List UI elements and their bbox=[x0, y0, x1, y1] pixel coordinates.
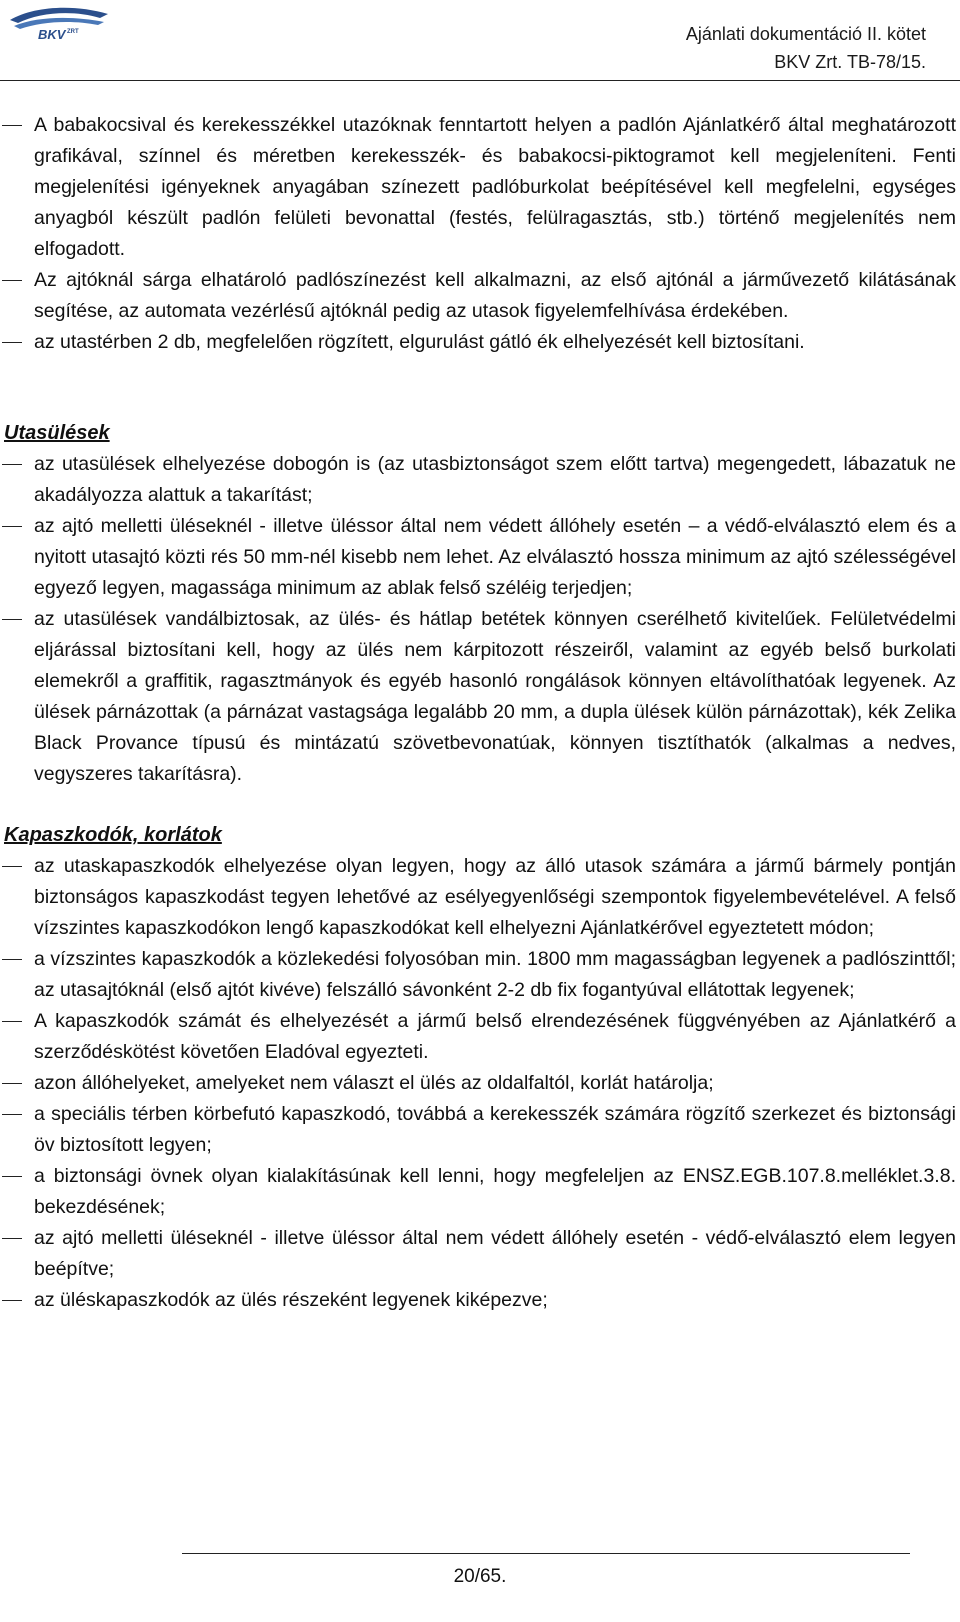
footer-divider bbox=[182, 1553, 910, 1554]
section-heading-kapaszkodok: Kapaszkodók, korlátok bbox=[4, 824, 222, 846]
document-reference: BKV Zrt. TB-78/15. bbox=[774, 52, 926, 72]
list-item: az utasülések vandálbiztosak, az ülés- és hátlap betétek könnyen cserélhető kivitelűek. Felületvédelmi eljárással biztosítani kell, hogy az ülés nem kárpitozott részeiről, valamint az egyéb belső burkolati elemekről a graffitik, ragasztmányok és egyéb hasonló rongálások könnyen eltávolíthatóak legyenek. Az ülések párnázottak (a párnázat vastagsága legalább 20 mm, a dupla ülések külön párnázottak), kék Zelika Black Provance típusú és mintázatú szövetbevonatúak, könnyen tisztíthatók (alkalmas a nedves, vegyszeres takarításra). bbox=[0, 604, 960, 790]
list-item: azon állóhelyeket, amelyeket nem választ el ülés az oldalfaltól, korlát határolja; bbox=[0, 1068, 960, 1099]
list-item: az ajtó melletti üléseknél - illetve üléssor által nem védett állóhely esetén - védő-elválasztó elem legyen beépítve; bbox=[0, 1223, 960, 1285]
document-title: Ajánlati dokumentáció II. kötet bbox=[685, 24, 926, 44]
list-item: a speciális térben körbefutó kapaszkodó, továbbá a kerekesszék számára rögzítő szerkezet és biztonsági öv biztosított legyen; bbox=[0, 1099, 960, 1161]
list-item: a vízszintes kapaszkodók a közlekedési folyosóban min. 1800 mm magasságban legyenek a padlószinttől; az utasajtóknál (első ajtót kivéve) felszálló sávonként 2-2 db fix fogantyúval ellátottak legyenek; bbox=[0, 944, 960, 1006]
logo-suffix: ZRT bbox=[67, 29, 79, 35]
list-item: az üléskapaszkodók az ülés részeként legyenek kiképezve; bbox=[0, 1285, 960, 1316]
header-divider bbox=[0, 80, 960, 81]
bullet-list-handrails bbox=[0, 851, 960, 1316]
bkv-logo-graphic bbox=[4, 4, 116, 42]
bkv-logo bbox=[4, 4, 116, 42]
bullet-list-floor bbox=[0, 110, 960, 358]
list-item: A babakocsival és kerekesszékkel utazóknak fenntartott helyen a padlón Ajánlatkérő által meghatározott grafikával, színnel és méretben kerekesszék- és babakocsi-piktogramot kell megjeleníteni. Fenti megjelenítési igényeknek anyagában színezett padlóburkolat beépítésével kell megfelelni, egységes anyagból készült padlón felületi bevonattal (festés, felülragasztás, stb.) történő megjelenítés nem elfogadott. bbox=[0, 110, 960, 265]
document-body bbox=[0, 110, 960, 1316]
list-item: a biztonsági övnek olyan kialakításúnak kell lenni, hogy megfeleljen az ENSZ.EGB.107.8.melléklet.3.8. bekezdésének; bbox=[0, 1161, 960, 1223]
page-number: 20/65. bbox=[453, 1566, 507, 1587]
bullet-list-seats bbox=[0, 449, 960, 790]
document-header bbox=[686, 20, 926, 76]
list-item: az utastérben 2 db, megfelelően rögzített, elgurulást gátló ék elhelyezését kell biztosítani. bbox=[0, 327, 960, 358]
list-item: Az ajtóknál sárga elhatároló padlószínezést kell alkalmazni, az első ajtónál a járművezető kilátásának segítése, az automata vezérlésű ajtóknál pedig az utasok figyelemfelhívása érdekében. bbox=[0, 265, 960, 327]
list-item: az utasülések elhelyezése dobogón is (az utasbiztonságot szem előtt tartva) megengedett, lábazatuk ne akadályozza alattuk a takarítást; bbox=[0, 449, 960, 511]
section-heading-utasulesek: Utasülések bbox=[4, 422, 110, 444]
list-item: az utaskapaszkodók elhelyezése olyan legyen, hogy az álló utasok számára a jármű bármely pontján biztonságos kapaszkodást tegyen lehetővé az esélyegyenlőségi szempontok figyelembevételével. A felső vízszintes kapaszkodókon lengő kapaszkodókat kell elhelyezni Ajánlatkérővel egyeztetett módon; bbox=[0, 851, 960, 944]
list-item: az ajtó melletti üléseknél - illetve üléssor által nem védett állóhely esetén – a védő-elválasztó elem és a nyitott utasajtó közti rés 50 mm-nél kisebb nem lehet. Az elválasztó hossza minimum az ajtó szélességével egyező legyen, magassága minimum az ablak felső széléig terjedjen; bbox=[0, 511, 960, 604]
logo-text: BKV bbox=[38, 27, 66, 42]
list-item: A kapaszkodók számát és elhelyezését a jármű belső elrendezésének függvényében az Ajánlatkérő a szerződéskötést követően Eladóval egyezteti. bbox=[0, 1006, 960, 1068]
